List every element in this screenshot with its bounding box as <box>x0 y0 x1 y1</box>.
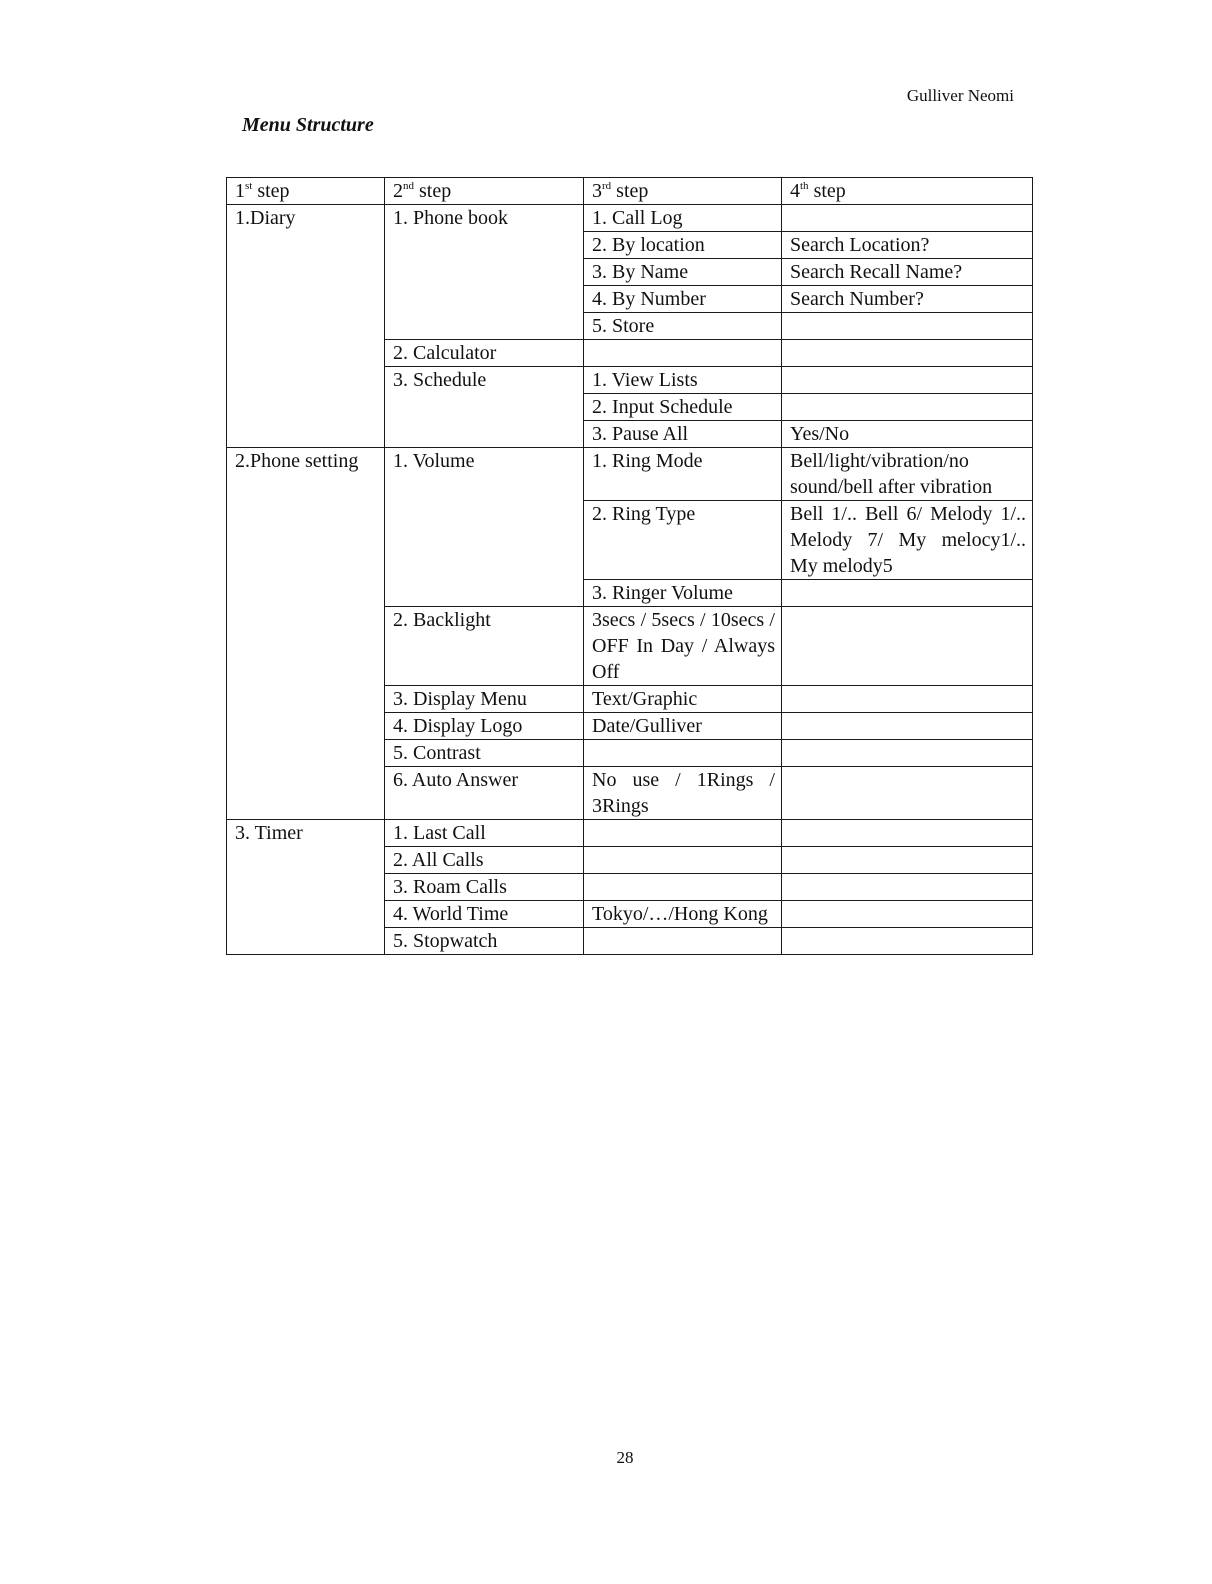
header-cell-step-3: 3rd step <box>584 178 782 205</box>
step2-cell: 2. Backlight <box>385 607 584 686</box>
step3-cell: 3. Ringer Volume <box>584 580 782 607</box>
step3-cell: Tokyo/…/Hong Kong <box>584 901 782 928</box>
step4-cell <box>782 820 1033 847</box>
table-row <box>227 820 1033 847</box>
step3-cell <box>584 928 782 955</box>
step3-cell: Date/Gulliver <box>584 713 782 740</box>
step4-cell <box>782 580 1033 607</box>
step2-cell: 4. World Time <box>385 901 584 928</box>
step2-cell: 2. All Calls <box>385 847 584 874</box>
header-cell-step-1: 1st step <box>227 178 385 205</box>
header-author-name: Gulliver Neomi <box>906 86 1014 105</box>
header-cell-step-2: 2nd step <box>385 178 584 205</box>
header-cell-step-4: 4th step <box>782 178 1033 205</box>
step3-cell: 2. Input Schedule <box>584 394 782 421</box>
step2-cell: 3. Schedule <box>385 367 584 448</box>
document-title: Menu Structure <box>242 114 374 136</box>
step3-cell: Text/Graphic <box>584 686 782 713</box>
step2-cell: 1. Phone book <box>385 205 584 340</box>
step1-cell: 3. Timer <box>227 820 385 955</box>
step4-cell: Search Location? <box>782 232 1033 259</box>
step4-cell <box>782 340 1033 367</box>
step3-cell: 1. View Lists <box>584 367 782 394</box>
step4-cell <box>782 928 1033 955</box>
page-number: 28 <box>616 1448 634 1467</box>
step4-cell: Search Number? <box>782 286 1033 313</box>
step2-cell: 5. Stopwatch <box>385 928 584 955</box>
step2-cell: 1. Last Call <box>385 820 584 847</box>
step2-cell: 5. Contrast <box>385 740 584 767</box>
step3-cell: 2. Ring Type <box>584 501 782 580</box>
step3-cell: 1. Ring Mode <box>584 448 782 501</box>
step4-cell <box>782 713 1033 740</box>
step3-cell: 2. By location <box>584 232 782 259</box>
step4-cell <box>782 367 1033 394</box>
step4-cell <box>782 394 1033 421</box>
table-row <box>227 205 1033 232</box>
step3-cell: 1. Call Log <box>584 205 782 232</box>
table-row <box>227 448 1033 501</box>
step4-cell <box>782 740 1033 767</box>
step3-cell: 4. By Number <box>584 286 782 313</box>
step4-cell <box>782 607 1033 686</box>
step4-cell: Yes/No <box>782 421 1033 448</box>
step3-cell: No use / 1Rings / 3Rings <box>584 767 782 820</box>
step4-cell <box>782 847 1033 874</box>
step3-cell: 3. By Name <box>584 259 782 286</box>
step3-cell <box>584 847 782 874</box>
step4-cell <box>782 205 1033 232</box>
step1-cell: 1.Diary <box>227 205 385 448</box>
step4-cell <box>782 901 1033 928</box>
step1-cell: 2.Phone setting <box>227 448 385 820</box>
step2-cell: 1. Volume <box>385 448 584 607</box>
step3-cell <box>584 340 782 367</box>
step3-cell <box>584 740 782 767</box>
step2-cell: 2. Calculator <box>385 340 584 367</box>
menu-structure-table <box>226 177 1033 955</box>
step4-cell <box>782 313 1033 340</box>
step4-cell: Search Recall Name? <box>782 259 1033 286</box>
step3-cell: 3secs / 5secs / 10secs / OFF In Day / Always Off <box>584 607 782 686</box>
step4-cell <box>782 686 1033 713</box>
step2-cell: 3. Roam Calls <box>385 874 584 901</box>
step3-cell <box>584 874 782 901</box>
step3-cell: 3. Pause All <box>584 421 782 448</box>
table-header-row <box>227 178 1033 205</box>
step3-cell <box>584 820 782 847</box>
menu-table-body <box>227 178 1033 955</box>
step4-cell: Bell 1/.. Bell 6/ Melody 1/.. Melody 7/ My melocy1/.. My melody5 <box>782 501 1033 580</box>
step2-cell: 6. Auto Answer <box>385 767 584 820</box>
step2-cell: 3. Display Menu <box>385 686 584 713</box>
step4-cell <box>782 767 1033 820</box>
step4-cell <box>782 874 1033 901</box>
step3-cell: 5. Store <box>584 313 782 340</box>
step4-cell: Bell/light/vibration/no sound/bell after vibration <box>782 448 1033 501</box>
step2-cell: 4. Display Logo <box>385 713 584 740</box>
